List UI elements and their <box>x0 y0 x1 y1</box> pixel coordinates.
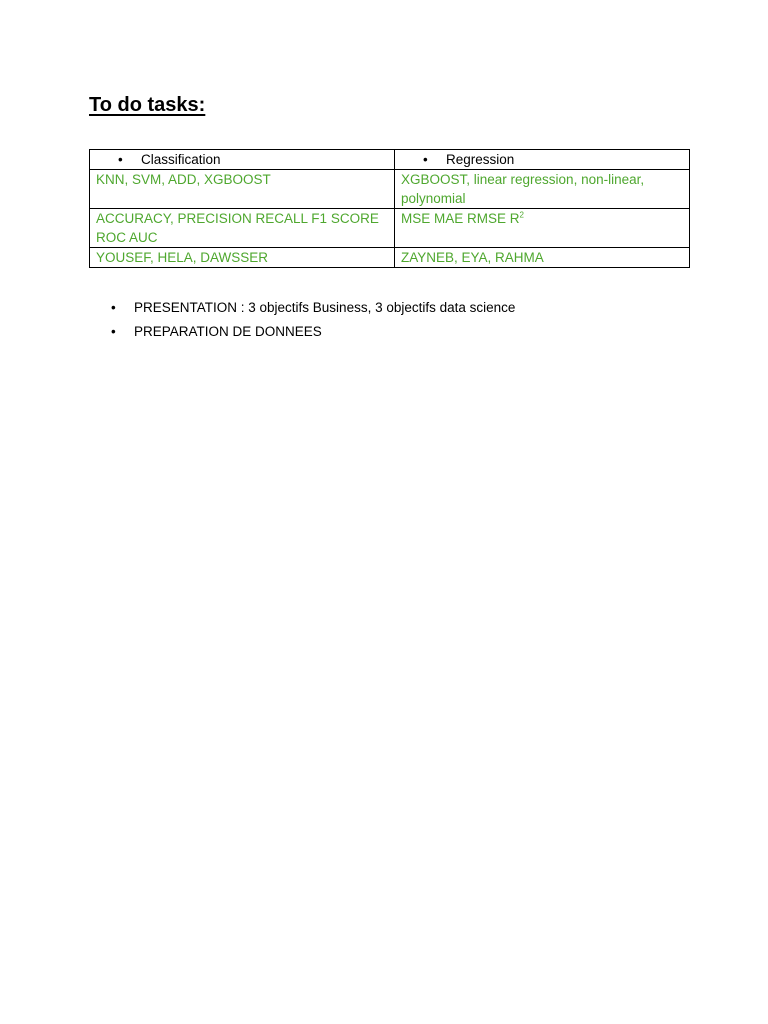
bullet-icon: • <box>111 324 116 339</box>
list-item <box>89 320 515 344</box>
list-item-text: PRESENTATION : 3 objectifs Business, 3 objectifs data science <box>134 300 516 315</box>
superscript: 2 <box>519 210 524 220</box>
table-cell <box>395 209 690 248</box>
tasks-table <box>89 149 690 268</box>
table-cell: XGBOOST, linear regression, non-linear, polynomial <box>395 170 690 209</box>
bullet-icon: • <box>111 300 116 315</box>
notes-list <box>89 296 515 344</box>
metric-list: MSE MAE RMSE R <box>401 211 520 226</box>
table-row <box>90 209 690 248</box>
bullet-icon: • <box>423 152 428 167</box>
page-title: To do tasks: <box>89 94 206 116</box>
list-item <box>89 296 515 320</box>
list-item-text: PREPARATION DE DONNEES <box>134 324 322 339</box>
table-row <box>90 248 690 268</box>
bullet-icon: • <box>118 152 123 167</box>
table-cell: ACCURACY, PRECISION RECALL F1 SCORE ROC AUC <box>90 209 395 248</box>
header-label: Regression <box>446 152 515 167</box>
header-label: Classification <box>141 152 221 167</box>
table-cell: KNN, SVM, ADD, XGBOOST <box>90 170 395 209</box>
header-cell-regression <box>395 150 690 170</box>
table-cell: YOUSEF, HELA, DAWSSER <box>90 248 395 268</box>
header-cell-classification <box>90 150 395 170</box>
table-header-row <box>90 150 690 170</box>
table-cell: ZAYNEB, EYA, RAHMA <box>395 248 690 268</box>
table-row <box>90 170 690 209</box>
